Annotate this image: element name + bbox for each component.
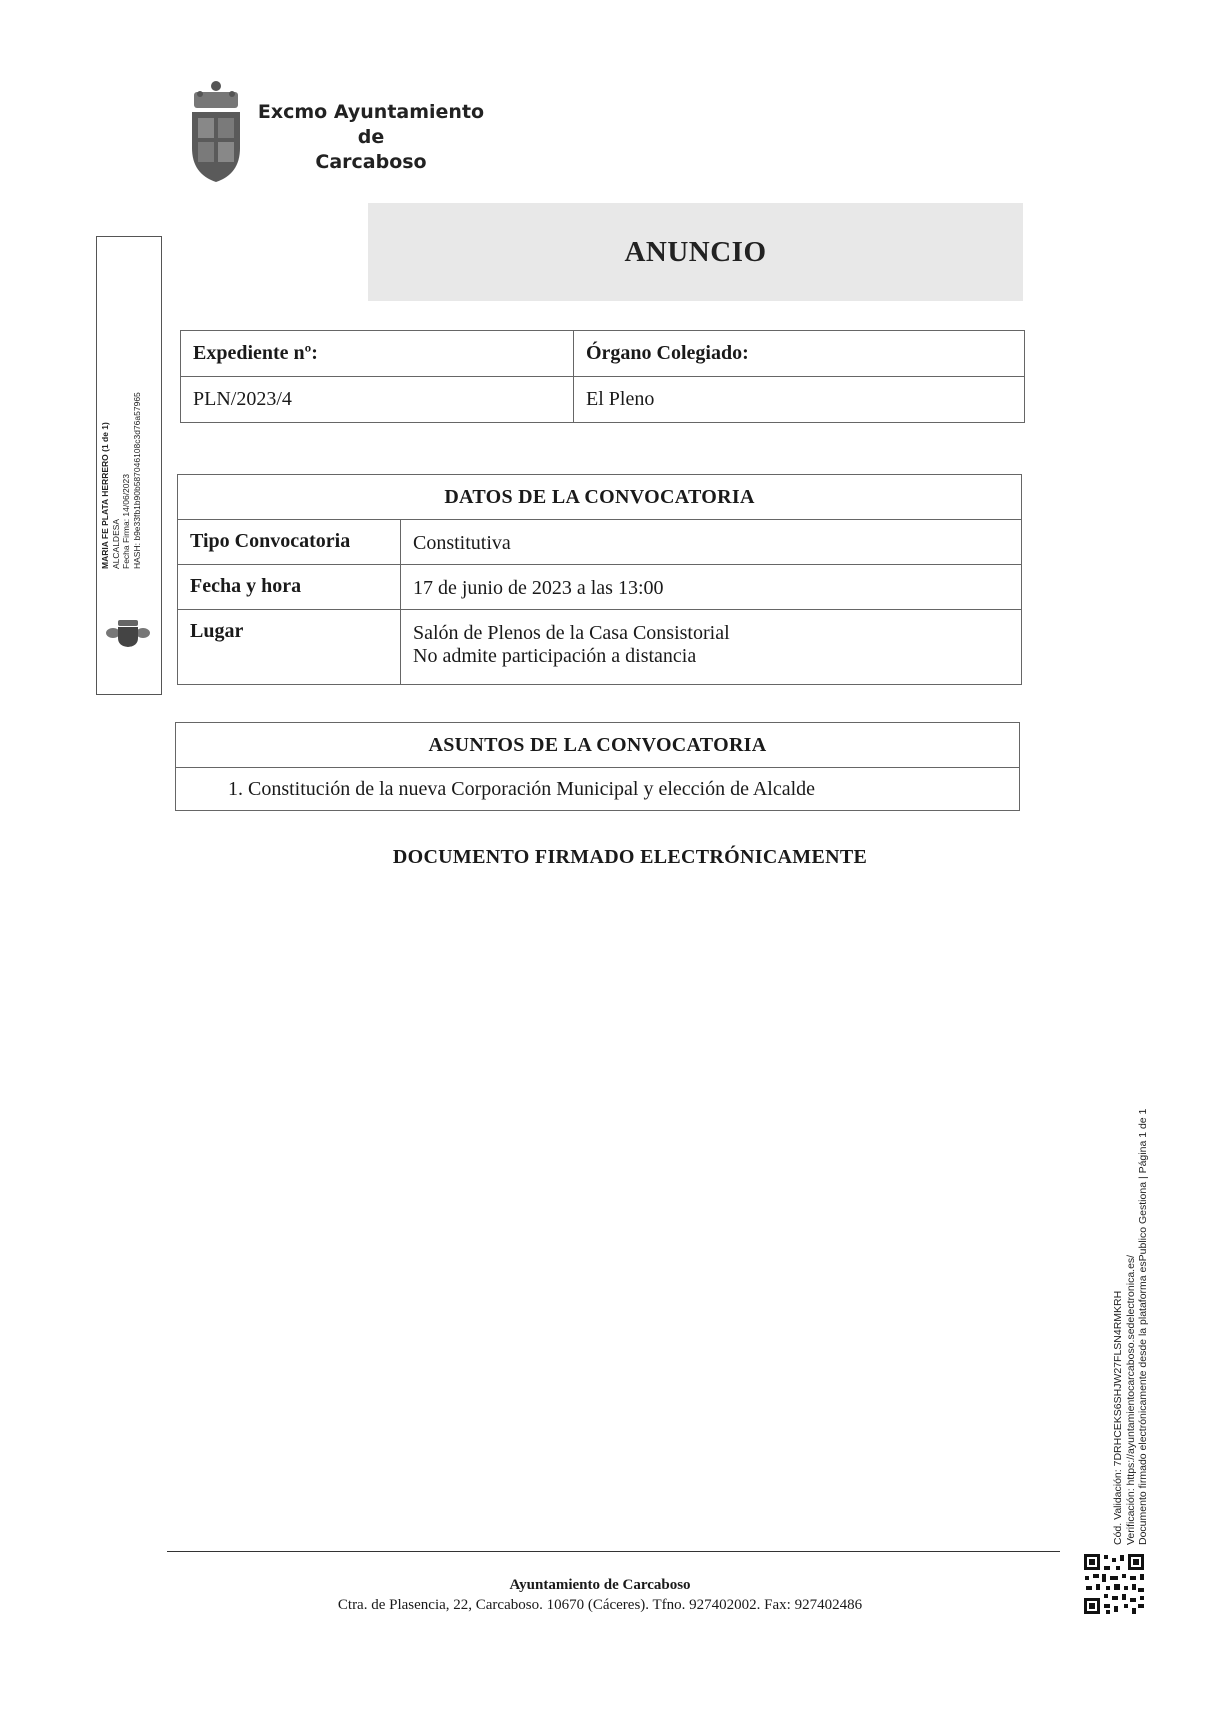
platform-note: Documento firmado electrónicamente desde la plataforma esPublico Gestiona | Página 1 de 1 [1137, 1108, 1149, 1545]
lugar-value-line1: Salón de Plenos de la Casa Consistorial [413, 622, 730, 644]
footer-title: Ayuntamiento de Carcaboso [509, 1577, 691, 1593]
signed-notice: DOCUMENTO FIRMADO ELECTRÓNICAMENTE [392, 846, 868, 868]
organo-label: Órgano Colegiado: [574, 331, 1025, 377]
tipo-convocatoria-value: Constitutiva [401, 520, 1022, 565]
lugar-label: Lugar [178, 610, 401, 685]
stamp-crest-icon [104, 618, 152, 648]
validation-code: Cód. Validación: 7DRHCEKS6SHJW27FLSN4RMKRH [1112, 1290, 1124, 1545]
announcement-banner [368, 203, 1023, 301]
convocatoria-title: DATOS DE LA CONVOCATORIA [178, 475, 1022, 520]
asuntos-title: ASUNTOS DE LA CONVOCATORIA [176, 723, 1020, 768]
signature-date: Fecha Firma: 14/06/2023 [121, 474, 131, 569]
organization-name [236, 100, 506, 175]
table-row [178, 565, 1022, 610]
footer-divider [167, 1551, 1060, 1552]
fecha-hora-value: 17 de junio de 2023 a las 13:00 [401, 565, 1022, 610]
asuntos-table [175, 722, 1020, 811]
table-row [178, 520, 1022, 565]
table-row [178, 610, 1022, 685]
organo-value: El Pleno [574, 377, 1025, 423]
list-item [176, 768, 1020, 811]
fecha-hora-label: Fecha y hora [178, 565, 401, 610]
signer-name: MARIA FE PLATA HERRERO (1 de 1) [100, 422, 110, 569]
verification-url: Verificación: https://ayuntamientocarcaboso.sedelectronica.es/ [1124, 1254, 1137, 1545]
asunto-text: Constitución de la nueva Corporación Municipal y elección de Alcalde [248, 777, 816, 800]
org-name-line2: de [357, 126, 385, 148]
expediente-table [180, 330, 1025, 423]
expediente-value: PLN/2023/4 [181, 377, 574, 423]
expediente-label: Expediente nº: [181, 331, 574, 377]
org-name-line1: Excmo Ayuntamiento [257, 101, 485, 123]
announcement-title: ANUNCIO [624, 235, 767, 268]
signer-role: ALCALDESA [110, 518, 121, 569]
tipo-convocatoria-label: Tipo Convocatoria [178, 520, 401, 565]
signature-hash: HASH: b9e33fb1b90b587046108c3d76a57965 [131, 392, 142, 569]
signature-stamp-text [100, 392, 142, 569]
lugar-value [401, 610, 1022, 685]
asunto-number: 1. [228, 777, 243, 800]
lugar-value-line2: No admite participación a distancia [413, 645, 697, 667]
validation-text [1112, 1109, 1150, 1545]
footer-address: Ctra. de Plasencia, 22, Carcaboso. 10670 (Cáceres). Tfno. 927402002. Fax: 927402486 [337, 1597, 863, 1613]
org-name-line3: Carcaboso [315, 151, 427, 173]
convocatoria-table [177, 474, 1022, 685]
qr-code-icon [1082, 1552, 1146, 1616]
